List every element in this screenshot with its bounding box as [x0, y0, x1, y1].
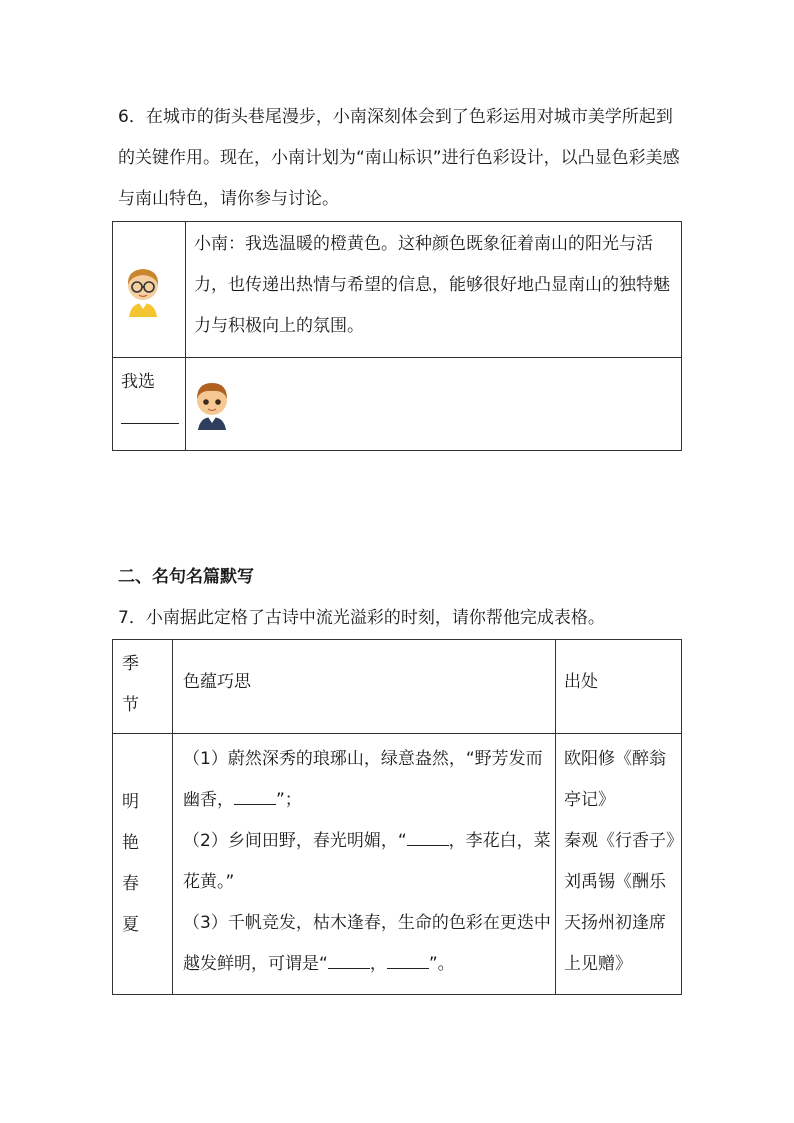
header-source-cell	[556, 640, 682, 734]
source-cell	[556, 734, 682, 995]
question-7-text: 7．小南据此定格了古诗中流光溢彩的时刻，请你帮他完成表格。	[118, 608, 605, 628]
header-season: 季节	[122, 654, 139, 715]
content-item-3: （3）千帆竞发，枯木逢春，生命的色彩在更迭中越发鲜明，可谓是“ ， ”。	[183, 913, 551, 974]
source-1: 欧阳修《醉翁亭记》	[564, 749, 666, 810]
season-cell	[113, 734, 173, 995]
my-choice-cell	[113, 358, 186, 451]
source-2: 秦观《行香子》	[564, 831, 683, 851]
poetry-table	[112, 639, 682, 995]
blank-1[interactable]	[234, 790, 276, 805]
blank-4[interactable]	[387, 954, 429, 969]
question-6-text: 6．在城市的街头巷尾漫步，小南深刻体会到了色彩运用对城市美学所起到的关键作用。现在，小南计划为“南山标识”进行色彩设计，以凸显色彩美感与南山特色，请你参与讨论。	[118, 107, 680, 209]
header-content: 色蕴巧思	[183, 672, 251, 692]
xiaonan-speech-cell	[186, 222, 682, 358]
student-answer-cell[interactable]	[186, 358, 682, 451]
boy-with-glasses-icon	[122, 263, 164, 317]
blank-3[interactable]	[328, 954, 370, 969]
content-cell	[173, 734, 556, 995]
xiaonan-speech: 小南：我选温暖的橙黄色。这种颜色既象征着南山的阳光与活力，也传递出热情与希望的信息，能够很好地凸显南山的独特魅力与积极向上的氛围。	[194, 234, 670, 336]
my-choice-blank[interactable]	[121, 409, 179, 424]
header-source: 出处	[564, 672, 598, 692]
header-content-cell	[173, 640, 556, 734]
section-2-title: 二、名句名篇默写	[118, 567, 254, 587]
content-item-2: （2）乡间田野，春光明媚，“ ，李花白，菜花黄。”	[183, 831, 551, 892]
boy-avatar-icon	[194, 378, 230, 430]
season-value: 明艳春夏	[122, 792, 139, 935]
xiaonan-avatar-cell	[113, 222, 186, 358]
source-3: 刘禹锡《酬乐天扬州初逢席上见赠》	[564, 872, 666, 974]
header-season-cell	[113, 640, 173, 734]
blank-2[interactable]	[407, 831, 449, 846]
discussion-table	[112, 221, 682, 451]
content-item-1: （1）蔚然深秀的琅琊山，绿意盎然，“野芳发而幽香， ”；	[183, 749, 543, 810]
my-choice-label: 我选	[121, 372, 155, 392]
